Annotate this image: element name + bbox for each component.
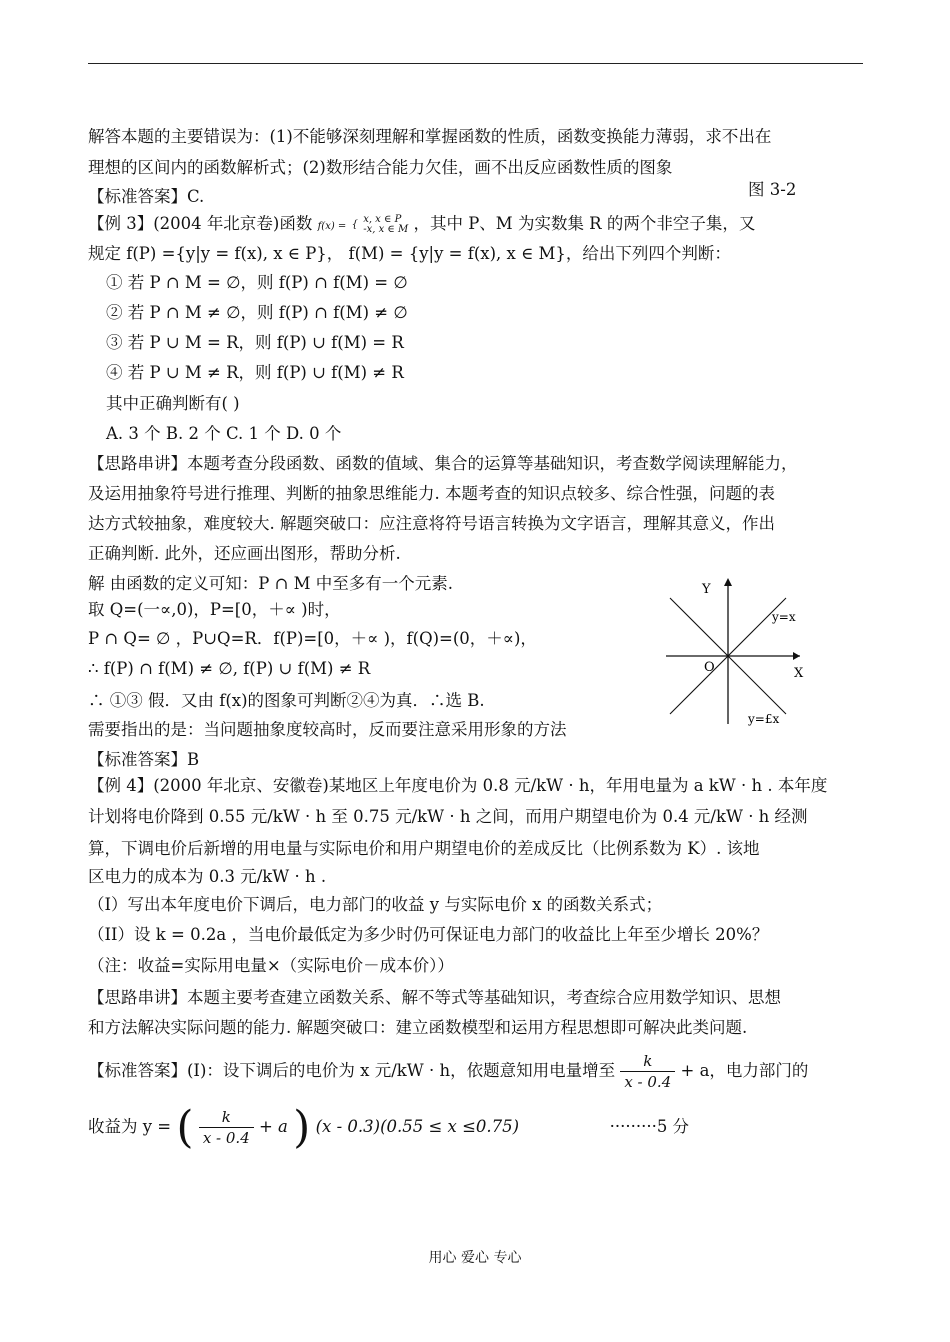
judgement-4: ④ 若 P ∪ M ≠ R，则 f(P) ∪ f(M) ≠ R: [106, 363, 404, 382]
paren-open: (: [176, 1101, 194, 1153]
piecewise-brace: {: [351, 218, 358, 230]
y-axis-label: Y: [702, 582, 711, 597]
figure-caption: 图 3-2: [748, 180, 797, 199]
fraction-denominator: x - 0.4: [624, 1073, 672, 1091]
y-axis-arrow: [724, 578, 732, 586]
coordinate-graph: [660, 574, 810, 730]
text-line: 达方式较抽象，难度较大. 解题突破口：应注意将符号语言转换为文字语言，理解其意义，作出: [88, 514, 775, 533]
text-line: P ∩ Q= ∅ ，P∪Q=R．f(P)=[0，＋∝ )，f(Q)=(0，＋∝)，: [88, 629, 537, 648]
fraction: [620, 1051, 675, 1092]
text-span: 【例 3】(2004 年北京卷)函数: [88, 214, 313, 233]
x-axis-label: X: [794, 666, 804, 681]
judgement-1: ① 若 P ∩ M = ∅，则 f(P) ∩ f(M) = ∅: [106, 273, 408, 292]
text-line: （II）设 k = 0.2a ，当电价最低定为多少时仍可保证电力部门的收益比上年至少增长 20%？: [88, 925, 769, 944]
text-line: 理想的区间内的函数解析式；(2)数形结合能力欠佳，画不出反应函数性质的图象: [88, 158, 673, 177]
options: A. 3 个 B. 2 个 C. 1 个 D. 0 个: [106, 424, 342, 443]
text-line: 正确判断. 此外，还应画出图形，帮助分析.: [88, 544, 401, 563]
text-line: 【思路串讲】本题考查分段函数、函数的值域、集合的运算等基础知识，考查数学阅读理解能力，: [88, 454, 798, 473]
fraction-denominator: x - 0.4: [202, 1129, 250, 1147]
text-line: （I）写出本年度电价下调后，电力部门的收益 y 与实际电价 x 的函数关系式；: [88, 895, 663, 914]
line-label-y-eq-neg-x: y=£x: [748, 712, 780, 726]
text-span: 【标准答案】(I)：设下调后的电价为 x 元/kW · h，依题意知用电量增至: [88, 1061, 616, 1080]
answer-label: 【标准答案】B: [88, 750, 200, 769]
text-line: ∴ ①③ 假．又由 f(x)的图象可判断②④为真．∴选 B.: [88, 691, 485, 710]
case-2: -x, x ∈ M: [363, 223, 409, 235]
text-line: 解 由函数的定义可知：P ∩ M 中至多有一个元素.: [88, 574, 454, 593]
paren-close: ): [293, 1101, 311, 1153]
text-span: + a，电力部门的: [680, 1061, 809, 1080]
text-line: 取 Q=(一∝,0)，P=[0，＋∝ )时，: [88, 600, 341, 619]
text-line: 算，下调电价后新增的用电量与实际电价和用户期望电价的差成反比（比例系数为 K）. 该地: [88, 839, 760, 858]
answer-formula-line-2: [88, 1102, 689, 1152]
text-line: 和方法解决实际问题的能力. 解题突破口：建立函数模型和运用方程思想即可解决此类问题.: [88, 1018, 748, 1037]
example-3-heading: [88, 213, 755, 238]
text-line: 【思路串讲】本题主要考查建立函数关系、解不等式等基础知识，考查综合应用数学知识、思想: [88, 988, 781, 1007]
x-axis-arrow: [793, 652, 800, 660]
text-span: 收益为 y =: [88, 1117, 172, 1136]
text-line: 【例 4】(2000 年北京、安徽卷)某地区上年度电价为 0.8 元/kW · h，年用电量为 a kW · h . 本年度: [88, 776, 828, 795]
text-span: (x - 0.3)(0.55 ≤ x ≤0.75): [315, 1117, 520, 1136]
piecewise-cases: [363, 215, 408, 235]
case-1: x, x ∈ P: [363, 213, 402, 225]
plus-a: + a: [258, 1117, 288, 1136]
fraction-numerator: k: [199, 1107, 254, 1128]
header-rule: [88, 63, 863, 64]
score-label: ·········5 分: [609, 1117, 690, 1136]
text-line: 规定 f(P) ={y|y = f(x), x ∈ P}， f(M) = {y|y = f(x), x ∈ M}，给出下列四个判断：: [88, 244, 731, 263]
question: 其中正确判断有( ): [106, 394, 240, 413]
line-label-y-eq-x: y=x: [772, 610, 796, 624]
judgement-2: ② 若 P ∩ M ≠ ∅，则 f(P) ∩ f(M) ≠ ∅: [106, 303, 408, 322]
text-line: 区电力的成本为 0.3 元/kW · h .: [88, 867, 327, 886]
text-span: ，其中 P、M 为实数集 R 的两个非空子集，又: [413, 214, 756, 233]
answer-label: 【标准答案】C.: [88, 187, 205, 206]
fraction: [199, 1107, 254, 1148]
judgement-3: ③ 若 P ∪ M = R，则 f(P) ∪ f(M) = R: [106, 333, 404, 352]
fraction-numerator: k: [620, 1051, 675, 1072]
text-line: 计划将电价降到 0.55 元/kW · h 至 0.75 元/kW · h 之间，而用户期望电价为 0.4 元/kW · h 经测: [88, 807, 808, 826]
answer-formula-line-1: [88, 1048, 808, 1094]
origin-label: O: [704, 660, 715, 675]
page-footer: 用心 爱心 专心: [428, 1250, 522, 1266]
text-line: ∴ f(P) ∩ f(M) ≠ ∅, f(P) ∪ f(M) ≠ R: [88, 659, 371, 678]
formula-fx: f(x) =: [317, 221, 347, 232]
text-line: （注：收益=实际用电量×（实际电价－成本价））: [88, 956, 454, 975]
text-line: 需要指出的是：当问题抽象度较高时，反而要注意采用形象的方法: [88, 720, 567, 739]
text-line: 及运用抽象符号进行推理、判断的抽象思维能力. 本题考查的知识点较多、综合性强，问题的表: [88, 484, 775, 503]
text-line: 解答本题的主要错误为：(1)不能够深刻理解和掌握函数的性质，函数变换能力薄弱，求不出在: [88, 127, 772, 146]
